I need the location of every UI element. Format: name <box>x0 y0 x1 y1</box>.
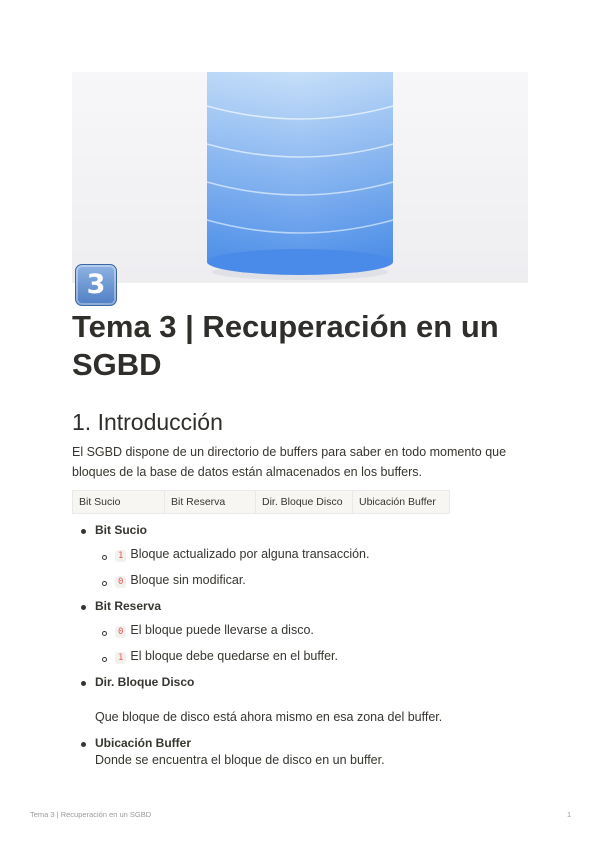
list-item-text: Bloque sin modificar. <box>130 573 246 587</box>
list-item-text: Que bloque de disco está ahora mismo en esa zona del buffer. <box>95 710 443 724</box>
bullet-dot <box>81 681 86 686</box>
page-title: Tema 3 | Recuperación en un SGBD <box>72 309 499 382</box>
bullet-dot <box>81 742 86 747</box>
bullet-dot <box>81 605 86 610</box>
list-item <box>115 547 369 562</box>
cover-image <box>72 72 528 283</box>
section-heading: 1. Introducción <box>72 409 223 435</box>
table-header-cell: Dir. Bloque Disco <box>256 491 353 514</box>
list-item-label: Dir. Bloque Disco <box>95 675 195 689</box>
table-header-row <box>73 491 450 514</box>
code-value: 1 <box>115 550 126 562</box>
list-item-text: El bloque debe quedarse en el buffer. <box>130 649 338 663</box>
table-header-cell: Bit Reserva <box>165 491 256 514</box>
code-value: 1 <box>115 652 126 664</box>
list-item <box>95 599 161 613</box>
bullet-circle <box>102 657 107 662</box>
list-item-text: Bloque actualizado por alguna transacción. <box>130 547 370 561</box>
list-item <box>95 736 191 750</box>
intro-paragraph: El SGBD dispone de un directorio de buffers para saber en todo momento que bloques de la base de datos están almacenados en los buffers. <box>72 445 507 479</box>
list-item <box>115 623 314 638</box>
number-3-icon: 3 <box>75 264 117 306</box>
bullet-dot <box>81 529 86 534</box>
list-item-label: Bit Sucio <box>95 523 148 537</box>
list-item-text: Donde se encuentra el bloque de disco en un buffer. <box>95 753 385 767</box>
buffer-directory-table <box>72 490 450 514</box>
list-item-label: Bit Reserva <box>95 599 162 613</box>
list-item <box>95 675 194 689</box>
code-value: 0 <box>115 576 126 588</box>
bullet-circle <box>102 555 107 560</box>
bullet-circle <box>102 581 107 586</box>
code-value: 0 <box>115 626 126 638</box>
table-header-cell: Bit Sucio <box>73 491 165 514</box>
list-item <box>95 523 147 537</box>
page-number: 1 <box>567 810 572 819</box>
list-item <box>115 649 338 664</box>
footer-title: Tema 3 | Recuperación en un SGBD <box>30 810 152 819</box>
database-cylinder-illustration <box>72 72 528 283</box>
list-item-label: Ubicación Buffer <box>95 736 192 750</box>
list-item-text: El bloque puede llevarse a disco. <box>130 623 314 637</box>
list-item <box>115 573 246 588</box>
table-header-cell: Ubicación Buffer <box>353 491 450 514</box>
bullet-circle <box>102 631 107 636</box>
